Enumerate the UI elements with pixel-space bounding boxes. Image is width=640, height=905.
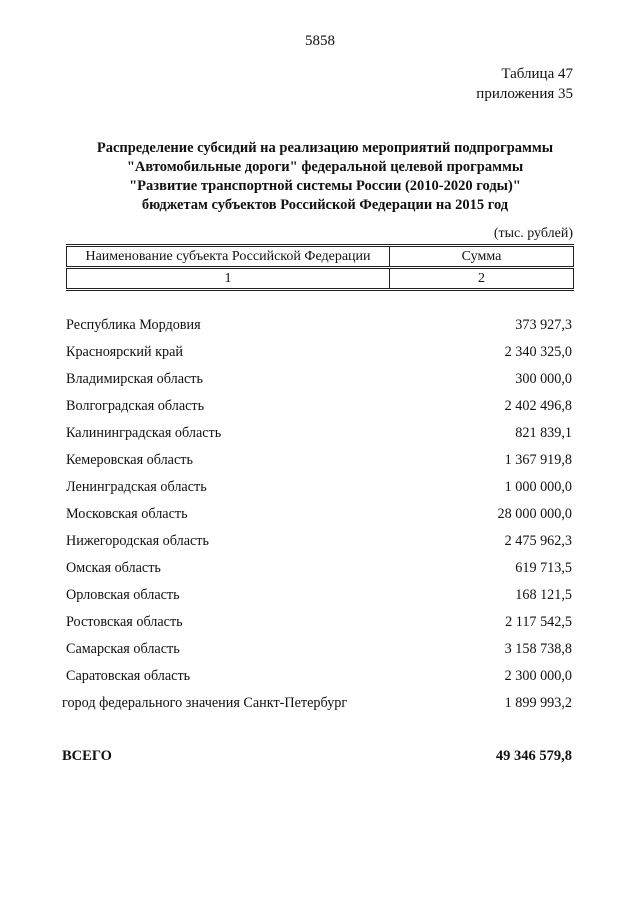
region-name: Ленинградская область (66, 479, 207, 495)
page-number: 5858 (305, 33, 335, 49)
region-amount: 168 121,5 (515, 587, 572, 603)
region-amount: 2 340 325,0 (504, 344, 572, 360)
region-amount: 28 000 000,0 (497, 506, 572, 522)
region-name: Нижегородская область (66, 533, 209, 549)
region-amount: 821 839,1 (515, 425, 572, 441)
region-name: Саратовская область (66, 668, 191, 684)
region-amount: 2 300 000,0 (504, 668, 572, 684)
region-amount: 1 000 000,0 (504, 479, 572, 495)
region-name: город федерального значения Санкт-Петербург (62, 695, 348, 711)
header-col-name: Наименование субъекта Российской Федерации (67, 246, 390, 268)
region-name: Омская область (66, 560, 161, 576)
list-item (66, 663, 572, 690)
region-amount: 619 713,5 (515, 560, 572, 576)
subsidy-list (62, 312, 572, 717)
region-amount: 373 927,3 (515, 317, 572, 333)
list-item (66, 420, 572, 447)
list-item (66, 339, 572, 366)
table-reference (476, 64, 573, 104)
list-item (66, 393, 572, 420)
title-line-2: "Автомобильные дороги" федеральной целевой программы (126, 159, 524, 175)
region-amount: 2 475 962,3 (504, 533, 572, 549)
list-item (66, 501, 572, 528)
region-amount: 300 000,0 (515, 371, 572, 387)
list-item (66, 474, 572, 501)
region-name: Волгоградская область (66, 398, 205, 414)
list-item (66, 312, 572, 339)
region-name: Владимирская область (66, 371, 203, 387)
total-amount: 49 346 579,8 (495, 748, 572, 764)
list-item (66, 582, 572, 609)
unit-label: (тыс. рублей) (493, 226, 573, 241)
list-item (66, 447, 572, 474)
header-table (66, 244, 574, 291)
total-label: ВСЕГО (62, 748, 112, 764)
list-item (66, 636, 572, 663)
total-row (62, 748, 572, 765)
region-name: Кемеровская область (66, 452, 193, 468)
region-amount: 3 158 738,8 (504, 641, 572, 657)
header-row (67, 246, 574, 268)
header-number-row (67, 268, 574, 290)
list-item (66, 609, 572, 636)
region-amount: 1 367 919,8 (504, 452, 572, 468)
title-line-4: бюджетам субъектов Российской Федерации на 2015 год (141, 197, 509, 213)
region-name: Калининградская область (66, 425, 222, 441)
table-ref-line-1: Таблица 47 (501, 66, 573, 82)
title-line-1: Распределение субсидий на реализацию мероприятий подпрограммы (96, 140, 554, 156)
region-name: Республика Мордовия (66, 317, 201, 333)
list-item (62, 690, 572, 717)
header-col-amount: Сумма (390, 246, 574, 268)
region-name: Красноярский край (66, 344, 183, 360)
region-name: Ростовская область (66, 614, 183, 630)
header-num-1: 1 (67, 268, 390, 290)
list-item (66, 366, 572, 393)
table-ref-line-2: приложения 35 (476, 86, 573, 102)
document-title (60, 139, 590, 215)
header-num-2: 2 (390, 268, 574, 290)
region-name: Московская область (66, 506, 188, 522)
region-amount: 2 117 542,5 (505, 614, 572, 630)
list-item (66, 555, 572, 582)
region-amount: 1 899 993,2 (504, 695, 572, 711)
list-item (66, 528, 572, 555)
region-amount: 2 402 496,8 (504, 398, 572, 414)
region-name: Орловская область (66, 587, 180, 603)
region-name: Самарская область (66, 641, 180, 657)
title-line-3: "Развитие транспортной системы России (2010-2020 годы)" (129, 178, 521, 194)
